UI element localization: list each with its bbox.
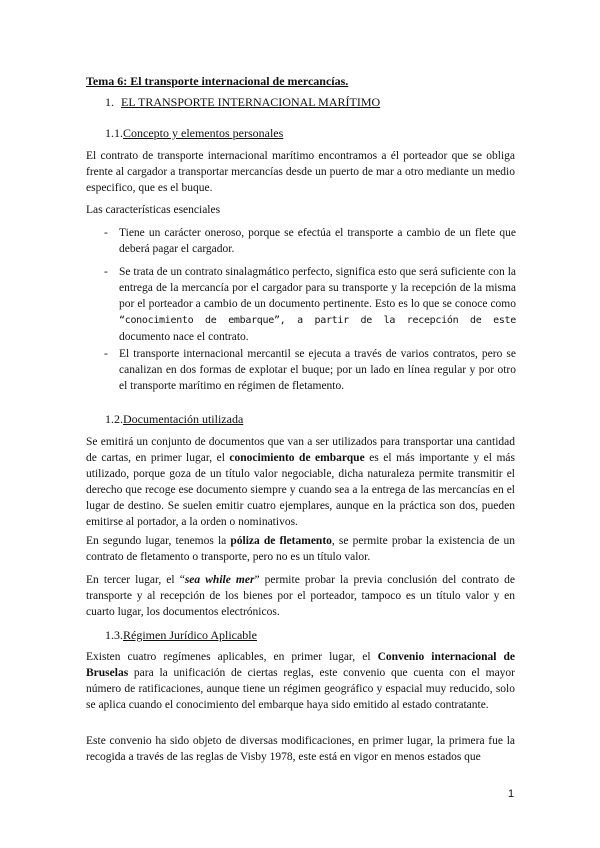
subsection-heading-1-1	[105, 125, 283, 141]
subsection-number: 1.3.	[105, 628, 123, 642]
list-item-text-part: Se trata de un contrato sinalagmático perfecto, significa esto que será suficiente con la entrega de la mercancía por el cargador para su transporte y la recepción de la misma por el porteador a cambio de un documento pertinente. Esto es lo que se conoce como	[119, 266, 516, 310]
section-title: EL TRANSPORTE INTERNACIONAL MARÍTIMO	[121, 95, 381, 109]
paragraph-modifications: Este convenio ha sido objeto de diversas modificaciones, en primer lugar, la primera fue la recogida a través de las reglas de Visby 1978, este está en vigor en menos estados que	[86, 735, 515, 763]
paragraph-characteristics-intro: Las características esenciales	[86, 204, 221, 216]
text-part: Existen cuatro regímenes aplicables, en primer lugar, el	[86, 651, 378, 663]
paragraph-legal-regime	[86, 649, 515, 713]
page-title: Tema 6: El transporte internacional de mercancías.	[86, 74, 349, 88]
subsection-heading-1-2	[105, 411, 243, 427]
text-part: para la unificación de ciertas reglas, este convenio que cuenta con el mayor número de ratificaciones, aunque tiene un régimen geográfico y espacial muy reducido, solo se aplica cuando el conocimiento del embarque haya sido emitido al estado contratante.	[86, 667, 515, 711]
paragraph-charter-policy	[86, 533, 515, 565]
list-item-text: El transporte internacional mercantil se ejecuta a través de varios contratos, pero se canalizan en dos formas de explotar el buque; por un lado en línea regular y por otro el transporte marítimo en régimen de fletamento.	[119, 348, 516, 392]
list-dash: -	[104, 348, 108, 360]
list-dash: -	[104, 266, 108, 278]
subsection-title: Concepto y elementos personales	[123, 126, 284, 140]
section-heading-1	[105, 94, 380, 110]
subsection-title: Documentación utilizada	[123, 412, 244, 426]
subsection-title: Régimen Jurídico Aplicable	[123, 628, 257, 642]
text-part: es el más importante y el más utilizado, porque goza de un título valor negociable, dicha naturaleza permite transmitir el derecho que recoge ese documento siempre y cuando sea a la entrega de las mercancías en el lugar de destino. Se suelen emitir cuatro ejemplares, aunque en la práctica son dos, pueden emitirse al portador, a la orden o nominativos.	[86, 452, 515, 528]
section-number: 1.	[105, 95, 114, 109]
paragraph-concept: El contrato de transporte internacional marítimo encontramos a él porteador que se obliga frente al cargador a transportar mercancías desde un puerto de mar a otro mediante un medio especifico, que es el buque.	[86, 150, 515, 194]
text-part: En tercer lugar, el “	[86, 574, 185, 586]
subsection-heading-1-3	[105, 627, 257, 643]
list-item-text: Tiene un carácter oneroso, porque se efectúa el transporte a cambio de un flete que deberá pagar el cargador.	[119, 227, 516, 255]
bold-term: conocimiento de embarque	[229, 452, 365, 464]
bold-term: póliza de fletamento	[230, 535, 332, 547]
text-part: , se permite probar la existencia de un contrato de fletamento o transporte, pero no es un título valor.	[86, 535, 515, 563]
subsection-number: 1.2.	[105, 412, 123, 426]
text-part: ” permite probar la previa conclusión del contrato de transporte y al recepción de los bienes por el porteador, tampoco es un título valor y en cuarto lugar, los documentos electrónicos.	[86, 574, 516, 618]
quoted-term: “conocimiento de embarque”, a partir de la recepción de este	[119, 315, 516, 326]
page-number: 1	[508, 788, 515, 800]
paragraph-documents	[86, 434, 515, 530]
bold-italic-term: sea while mer	[184, 574, 255, 586]
paragraph-third-document	[86, 572, 515, 620]
subsection-number: 1.1.	[105, 126, 123, 140]
list-item-text-part: documento nace el contrato.	[119, 331, 249, 343]
bold-term: Convenio internacional de Bruselas	[86, 651, 515, 679]
list-item-text	[119, 264, 516, 345]
list-dash: -	[104, 227, 108, 239]
text-part: En segundo lugar, tenemos la	[86, 535, 231, 547]
text-part: Se emitirá un conjunto de documentos que van a ser utilizados para transportar una cantidad de cartas, en primer lugar, el	[86, 436, 515, 464]
